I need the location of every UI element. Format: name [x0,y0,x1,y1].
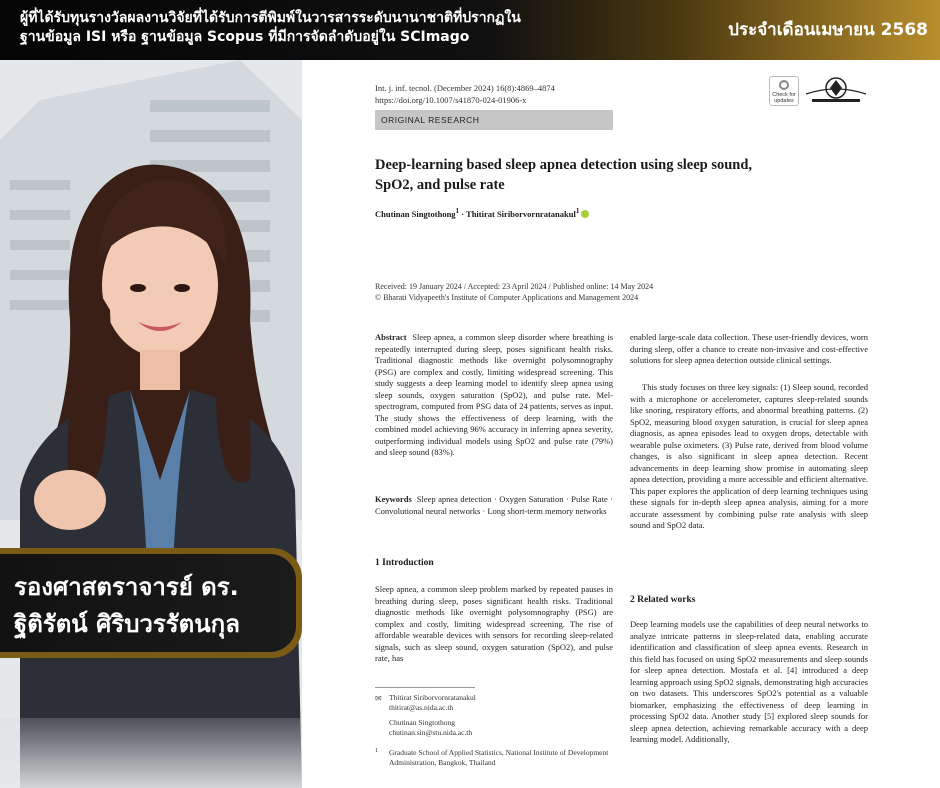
fn-author1-email[interactable]: chutinan.sin@stu.nida.ac.th [389,728,473,737]
received-dates: Received: 19 January 2024 / Accepted: 23 April 2024 / Published online: 14 May 2024 [375,282,654,291]
author-2-affiliation: 1 [575,207,580,215]
fn-author1-name: Chutinan Singtothong [389,718,456,727]
banner-title-line2: ฐานข้อมูล ISI หรือ ฐานข้อมูล Scopus ที่มีการจัดลำดับอยู่ใน SCImago [20,29,470,45]
check-for-updates-icon[interactable] [769,76,799,106]
author-list [375,207,589,219]
affiliation-text: Graduate School of Applied Statistics, National Institute of Development Administration, Bangkok, Thailand [389,748,609,767]
fn-author2-name: Thitirat Siriborvornratanakul [389,693,476,702]
corresponding-author [389,693,476,713]
orcid-icon[interactable] [581,210,589,218]
related-works-text: Deep learning models use the capabilities of deep neural networks to analyze intricate patterns in sleep-related data, enabling accurate identification and classification of sleep apnea events. Research in this field has focused on using SpO2 measurements and sleep sounds for sleep apnea detection. Mostafa et al. [4] introduced a deep learning approach using SpO2 signals, demonstrating high accuracies on two datasets. This underscores SpO2's potential as a valuable biomarker, emphasizing the effectiveness of deep learning in processing SpO2 data. Another study [5] explored sleep sounds for sleep apnea detection, achieving remarkable accuracy with a deep learning model. Additionally, [630,619,868,744]
abstract-label: Abstract [375,332,407,342]
paper-title-line2: SpO2, and pulse rate [375,177,505,193]
banner-title [20,9,620,47]
author-1-affiliation: 1 [455,207,460,215]
author-separator: · [459,208,467,219]
right-column-paragraph-2: This study focuses on three key signals: (1) Sleep sound, recorded with a microphone or accelerometer, captures sleep-related sounds like snoring, respiratory efforts, and abnormal breathing patterns. (2) SpO2, measuring blood oxygen saturation, is crucial for sleep apnea diagnosis, as apnea episodes lead to oxygen drops, detectable with wearable pulse oximeters. (3) Pulse rate, derived from blood volume changes, is also significant in sleep apnea detection. Recent advancements in deep learning show promise in automating sleep apnea detection, providing a more accessible and efficient alternative. This paper explores the application of deep learning techniques using these signals for in-depth sleep apnea analysis, aiming for a more accurate assessment by combining pulse rate analysis with sleep sound and SpO2 data. [630,382,868,530]
banner-date: ประจำเดือนเมษายน 2568 [728,20,928,40]
publication-dates [375,281,653,303]
abstract-text: Sleep apnea, a common sleep disorder where breathing is repeatedly interrupted during sleep, poses significant health risks. Traditional diagnostic methods like overnight polysomnography (PSG) are complex and costly, limiting widespread screening. This study suggests a deep learning model to identify sleep apnea using sleep sounds, oxygen saturation (SpO2), and pulse rate. Mel-spectrogram, computed from PSG data of 24 patients, serves as input. The study shows the effectiveness of deep learning, with the combined model achieving 96% accuracy in inferring apnea severity, outperforming individual models using SpO2 and pulse rate (79%) and sleep sound (83%). [375,332,614,457]
footnote-divider [375,687,475,688]
paper-title-line1: Deep-learning based sleep apnea detection using sleep sound, [375,157,753,173]
researcher-portrait-illustration [0,60,302,788]
researcher-name: ฐิติรัตน์ ศิริบวรรัตนกุล [14,610,240,638]
affiliation-number: 1 [375,748,378,754]
banner-title-line1: ผู้ที่ได้รับทุนรางวัลผลงานวิจัยที่ได้รับการตีพิมพ์ในวารสารระดับนานาชาติที่ปรากฏใน [20,10,521,26]
introduction-heading: 1 Introduction [375,558,434,568]
coauthor-contact [389,718,472,738]
related-works-heading: 2 Related works [630,595,696,605]
bharati-vidyapeeth-logo [804,74,868,108]
copyright-line: © Bharati Vidyapeeth's Institute of Computer Applications and Management 2024 [375,293,639,302]
introduction-text: Sleep apnea, a common sleep problem marked by repeated pauses in breathing during sleep, poses significant health risks. Traditional diagnostic methods like overnight polysomnography (PSG) are complex and costly, limiting widespread screening. The rise of affordable wearable devices with sensors for recording sleep-related signals, such as sleep sound, oxygen saturation (SpO2), and pulse rate, has [375,584,613,663]
fn-author2-email[interactable]: thitirat@as.nida.ac.th [389,703,454,712]
keywords [375,494,613,517]
paper-page [302,60,940,788]
researcher-photo-panel [0,60,302,788]
journal-citation [375,82,555,106]
keywords-text: Sleep apnea detection · Oxygen Saturation · Pulse Rate · Convolutional neural networks · Long short-term memory networks [375,494,613,516]
envelope-icon: ✉ [375,694,382,703]
right-column-paragraph-1: enabled large-scale data collection. These user-friendly devices, worn during sleep, offer a chance to create non-invasive and cost-effective solutions for sleep apnea detection outside clinical settings. [630,332,868,365]
author-1[interactable]: Chutinan Singtothong [375,208,456,219]
doi-link[interactable]: https://doi.org/10.1007/s41870-024-01906-x [375,95,527,105]
header-banner [0,0,940,60]
check-for-updates-label: Check for updates [772,92,796,104]
section-label: ORIGINAL RESEARCH [375,110,613,130]
researcher-title: รองศาสตราจารย์ ดร. [14,573,239,601]
crossmark-dot [779,80,789,90]
paper-title [375,155,835,195]
photo-bottom-fade [0,718,302,788]
journal-line: Int. j. inf. tecnol. (December 2024) 16(8):4869–4874 [375,83,555,93]
abstract [375,332,613,459]
author-2[interactable]: Thitirat Siriborvornratanakul [466,208,576,219]
keywords-label: Keywords [375,494,412,504]
